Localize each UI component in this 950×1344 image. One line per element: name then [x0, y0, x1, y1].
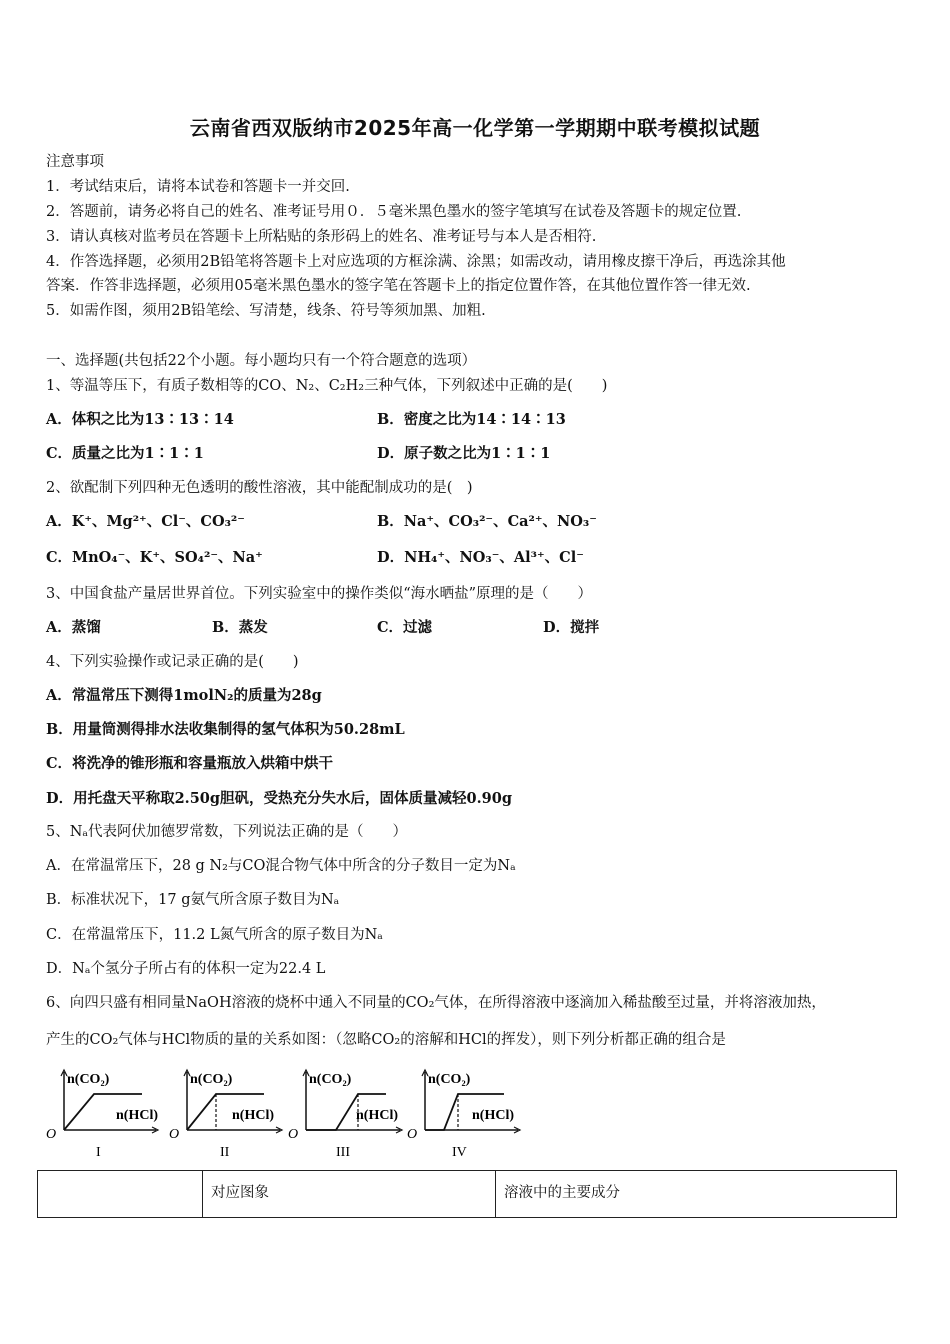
- table-header-cell: [38, 1171, 203, 1218]
- graph-ii-label: II: [220, 1145, 230, 1160]
- question-6-stem-line1: 6、向四只盛有相同量NaOH溶液的烧杯中通入不同量的CO₂气体，在所得溶液中逐滴加入稀盐酸至过量，并将溶液加热，: [46, 995, 826, 1011]
- graph-iii-x-label: n(HCl): [356, 1108, 398, 1123]
- notice-heading: 注意事项: [46, 154, 104, 170]
- q2-option-c: C．MnO₄⁻、K⁺、SO₄²⁻、Na⁺: [46, 549, 263, 566]
- q5-option-b: B．标准状况下，17 g氨气所含原子数目为Nₐ: [46, 892, 340, 908]
- graph-i-x-label: n(HCl): [116, 1108, 158, 1123]
- question-5-stem: 5、Nₐ代表阿伏加德罗常数，下列说法正确的是（ ）: [46, 824, 408, 840]
- question-6-stem-line2: 产生的CO₂气体与HCl物质的量的关系如图：（忽略CO₂的溶解和HCl的挥发），则下列分析都正确的组合是: [46, 1032, 726, 1048]
- co2-hcl-graphs: [44, 1062, 544, 1162]
- question-4-stem: 4、下列实验操作或记录正确的是( ): [46, 654, 299, 670]
- table-header-row: [38, 1171, 897, 1218]
- q6-options-table: [37, 1170, 897, 1218]
- graph-ii-origin: O: [169, 1127, 180, 1142]
- q5-option-a: A．在常温常压下，28 g N₂与CO混合物气体中所含的分子数目一定为Nₐ: [46, 858, 516, 874]
- table-header-cell: 溶液中的主要成分: [496, 1171, 897, 1218]
- graph-i: [46, 1070, 158, 1160]
- q3-option-b: B．蒸发: [212, 619, 268, 636]
- graph-iv-origin: O: [407, 1127, 418, 1142]
- notice-item: 5．如需作图，须用2B铅笔绘、写清楚，线条、符号等须加黑、加粗.: [46, 303, 486, 319]
- graph-ii: [169, 1070, 282, 1160]
- q5-option-d: D．Nₐ个氢分子所占有的体积一定为22.4 L: [46, 961, 326, 977]
- q2-option-b: B．Na⁺、CO₃²⁻、Ca²⁺、NO₃⁻: [377, 513, 597, 530]
- question-1-stem: 1、等温等压下，有质子数相等的CO、N₂、C₂H₂三种气体，下列叙述中正确的是( ): [46, 378, 608, 394]
- notice-item: 答案．作答非选择题，必须用05毫米黑色墨水的签字笔在答题卡上的指定位置作答，在其他位置作答一律无效.: [46, 278, 751, 294]
- q1-option-b: B．密度之比为14∶14∶13: [377, 411, 566, 428]
- q4-option-b: B．用量筒测得排水法收集制得的氢气体积为50.28mL: [46, 721, 405, 738]
- q3-option-c: C．过滤: [377, 619, 433, 636]
- graph-iv-label: IV: [452, 1145, 467, 1160]
- table-header-cell: 对应图象: [203, 1171, 496, 1218]
- q1-option-a: A．体积之比为13∶13∶14: [46, 411, 234, 428]
- question-2-stem: 2、欲配制下列四种无色透明的酸性溶液，其中能配制成功的是( ): [46, 480, 473, 496]
- notice-item: 3．请认真核对监考员在答题卡上所粘贴的条形码上的姓名、准考证号与本人是否相符.: [46, 229, 597, 245]
- graph-iv: [407, 1070, 520, 1160]
- graph-ii-x-label: n(HCl): [232, 1108, 274, 1123]
- question-3-stem: 3、中国食盐产量居世界首位。下列实验室中的操作类似“海水晒盐”原理的是（ ）: [46, 586, 593, 602]
- notice-item: 4．作答选择题，必须用2B铅笔将答题卡上对应选项的方框涂满、涂黑；如需改动，请用橡皮擦干净后，再选涂其他: [46, 254, 786, 270]
- notice-item: 2．答题前，请务必将自己的姓名、准考证号用０．５毫米黑色墨水的签字笔填写在试卷及答题卡的规定位置.: [46, 204, 742, 220]
- graph-iv-x-label: n(HCl): [472, 1108, 514, 1123]
- graph-iii-y-label: n(CO₂): [309, 1072, 352, 1087]
- graph-i-y-label: n(CO₂): [67, 1072, 110, 1087]
- q5-option-c: C．在常温常压下，11.2 L氮气所含的原子数目为Nₐ: [46, 927, 383, 943]
- q3-option-a: A．蒸馏: [46, 619, 101, 636]
- graph-i-label: I: [96, 1145, 101, 1160]
- graph-iii: [288, 1070, 402, 1160]
- graph-i-origin: O: [46, 1127, 57, 1142]
- graph-iii-origin: O: [288, 1127, 299, 1142]
- q4-option-d: D．用托盘天平称取2.50g胆矾，受热充分失水后，固体质量减轻0.90g: [46, 790, 512, 807]
- q2-option-a: A．K⁺、Mg²⁺、Cl⁻、CO₃²⁻: [46, 513, 245, 530]
- q2-option-d: D．NH₄⁺、NO₃⁻、Al³⁺、Cl⁻: [377, 549, 584, 566]
- section-heading: 一、选择题(共包括22个小题。每小题均只有一个符合题意的选项）: [46, 353, 477, 369]
- q1-option-c: C．质量之比为1∶1∶1: [46, 445, 204, 462]
- notice-item: 1．考试结束后，请将本试卷和答题卡一并交回.: [46, 179, 350, 195]
- q4-option-c: C．将洗净的锥形瓶和容量瓶放入烘箱中烘干: [46, 755, 334, 772]
- q4-option-a: A．常温常压下测得1molN₂的质量为28g: [46, 687, 322, 704]
- page-title: 云南省西双版纳市2025年高一化学第一学期期中联考模拟试题: [189, 116, 761, 140]
- graph-iii-label: III: [336, 1145, 350, 1160]
- graph-ii-y-label: n(CO₂): [190, 1072, 233, 1087]
- q3-option-d: D．搅拌: [543, 619, 600, 636]
- graph-iv-y-label: n(CO₂): [428, 1072, 471, 1087]
- q1-option-d: D．原子数之比为1∶1∶1: [377, 445, 551, 462]
